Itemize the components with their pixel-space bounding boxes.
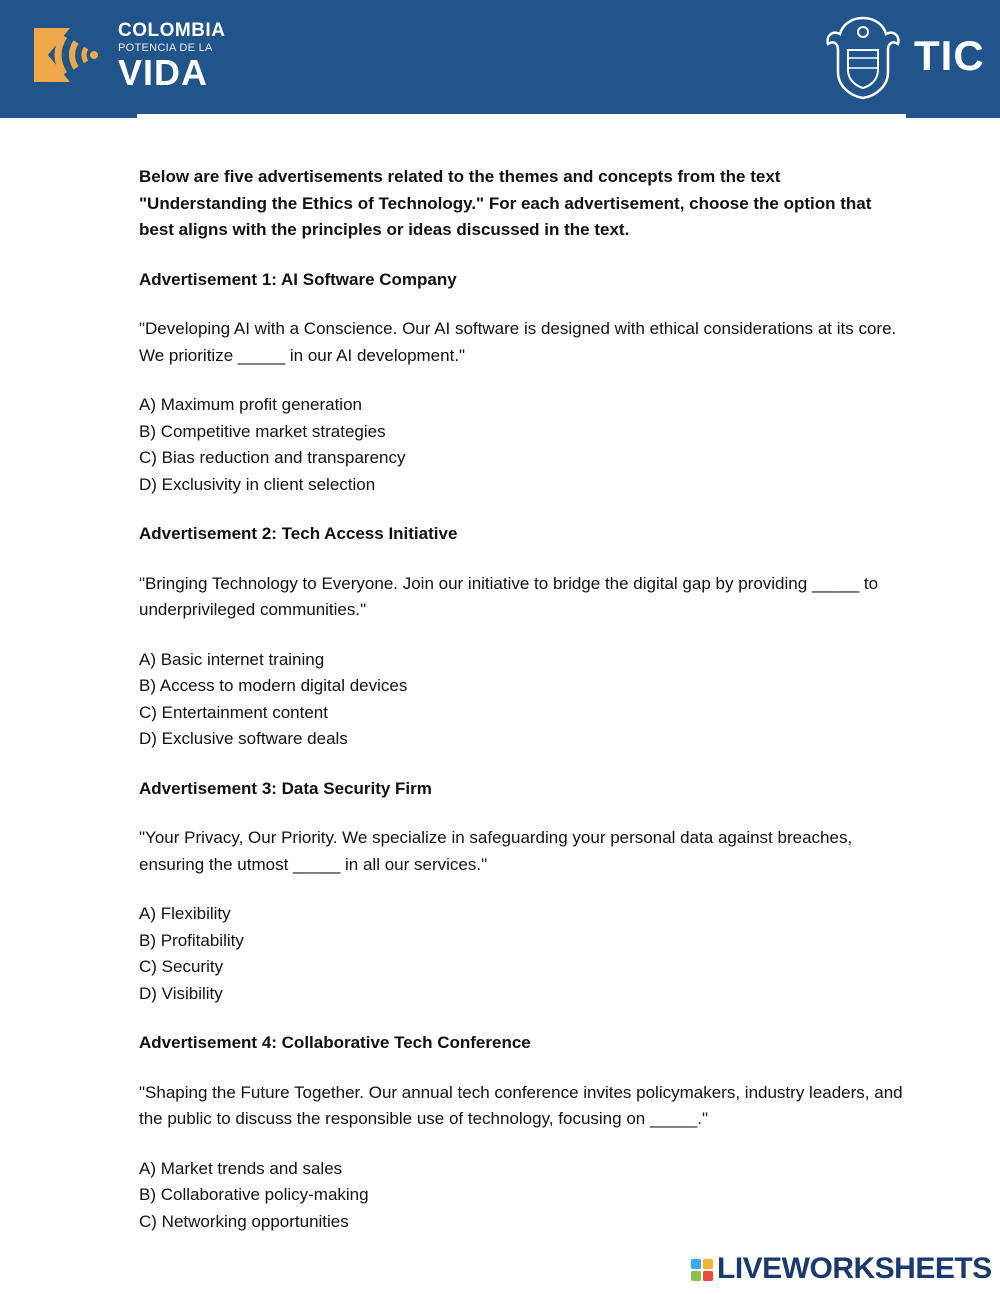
header-banner	[0, 0, 1000, 118]
ad-quote: "Your Privacy, Our Priority. We specialize in safeguarding your personal data against breaches, ensuring the utmost _____ in all our services."	[139, 828, 853, 874]
ad-title: Advertisement 4: Collaborative Tech Conference	[139, 1033, 531, 1052]
option-b[interactable]: B) Collaborative policy-making	[139, 1185, 369, 1204]
ad-title: Advertisement 2: Tech Access Initiative	[139, 524, 458, 543]
logo-country: COLOMBIA	[118, 20, 226, 41]
worksheet-body	[139, 164, 909, 1258]
instructions: Below are five advertisements related to the themes and concepts from the text "Understanding the Ethics of Technology." For each advertisement, choose the option that best aligns with the principles or ideas discussed in the text.	[139, 167, 872, 239]
advertisement-2	[139, 521, 909, 753]
options-list	[139, 901, 909, 1007]
option-b[interactable]: B) Competitive market strategies	[139, 421, 386, 441]
colombia-waves-icon	[30, 24, 102, 86]
option-d[interactable]: D) Visibility	[139, 983, 223, 1003]
tic-label: TIC	[914, 32, 985, 79]
logo-word: VIDA	[118, 52, 209, 93]
ad-title: Advertisement 3: Data Security Firm	[139, 778, 432, 798]
coat-of-arms-icon	[822, 12, 904, 102]
header-divider	[137, 114, 906, 118]
options-list	[139, 392, 909, 498]
ad-quote: "Developing AI with a Conscience. Our AI software is designed with ethical considerations at its core. We prioritize _____ in our AI development."	[139, 319, 897, 365]
liveworksheets-logo[interactable]	[691, 1252, 991, 1286]
ad-title: Advertisement 1: AI Software Company	[139, 269, 457, 289]
option-a[interactable]: A) Basic internet training	[139, 649, 325, 669]
tic-logo	[822, 12, 987, 104]
liveworksheets-blocks-icon	[691, 1259, 713, 1281]
advertisement-1	[139, 267, 909, 499]
advertisement-3	[139, 776, 909, 1008]
brand-name: LIVEWORKSHEETS	[717, 1252, 992, 1285]
option-a[interactable]: A) Maximum profit generation	[139, 395, 362, 414]
ad-quote: "Bringing Technology to Everyone. Join our initiative to bridge the digital gap by providing _____ to underprivileged communities."	[139, 573, 879, 619]
option-c[interactable]: C) Entertainment content	[139, 702, 328, 722]
options-list	[139, 647, 909, 753]
option-a[interactable]: A) Market trends and sales	[139, 1158, 343, 1178]
option-a[interactable]: A) Flexibility	[139, 904, 231, 923]
option-d[interactable]: D) Exclusive software deals	[139, 729, 348, 748]
option-d[interactable]: D) Exclusivity in client selection	[139, 474, 376, 494]
logo-tagline: POTENCIA DE LA	[118, 42, 213, 54]
option-c[interactable]: C) Bias reduction and transparency	[139, 448, 406, 467]
options-list	[139, 1156, 909, 1236]
option-c[interactable]: C) Security	[139, 957, 224, 976]
option-b[interactable]: B) Access to modern digital devices	[139, 676, 408, 695]
option-c[interactable]: C) Networking opportunities	[139, 1211, 349, 1231]
ad-quote: "Shaping the Future Together. Our annual tech conference invites policymakers, industry leaders, and the public to discuss the responsible use of technology, focusing on _____."	[139, 1082, 903, 1128]
option-b[interactable]: B) Profitability	[139, 930, 244, 950]
advertisement-4	[139, 1030, 909, 1235]
colombia-logo	[30, 20, 230, 95]
